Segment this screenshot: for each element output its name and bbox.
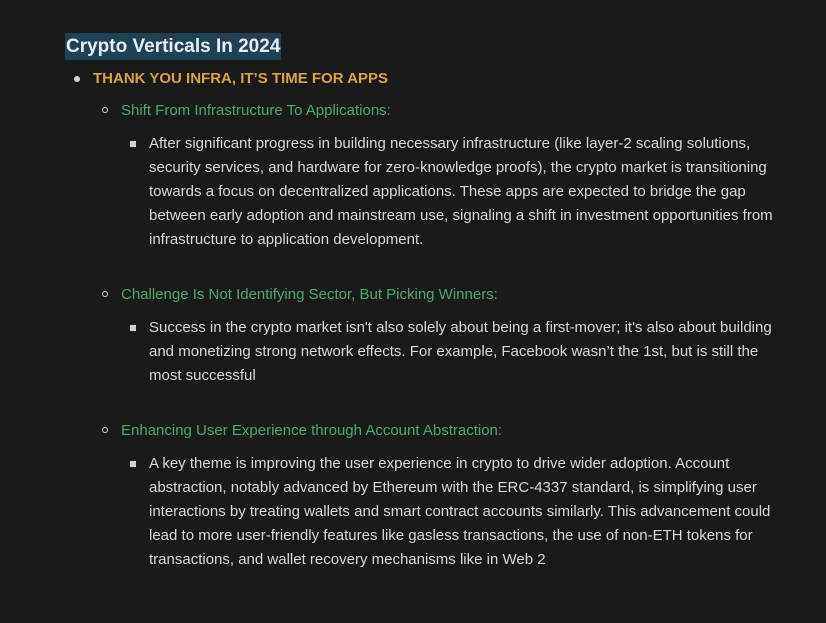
subsection-text-winners[interactable]: Success in the crypto market isn't also solely about being a first-mover; it's also about building and monetizing strong network effects. For example, Facebook wasn’t the 1st, but is still the most successful — [149, 319, 772, 384]
subsection-heading-winners[interactable]: Challenge Is Not Identifying Sector, But Picking Winners: — [121, 286, 498, 303]
bullet-square-icon — [130, 325, 136, 331]
bullet-disc-icon — [74, 76, 80, 82]
subsection-heading-account-abstraction[interactable]: Enhancing User Experience through Account Abstraction: — [121, 422, 503, 439]
bullet-square-icon — [130, 461, 136, 467]
document-title[interactable]: Crypto Verticals In 2024 — [65, 33, 281, 60]
subsection-heading-shift[interactable]: Shift From Infrastructure To Applications: — [121, 102, 391, 119]
bullet-circle-icon — [102, 427, 108, 433]
bullet-circle-icon — [102, 107, 108, 113]
subsection-text-account-abstraction[interactable]: A key theme is improving the user experience in crypto to drive wider adoption. Account abstraction, notably advanced by Ethereum with the ERC-4337 standard, is simplifying user interactions by treating wallets and smart contract accounts similarly. This advancement could lead to more user-friendly features like gasless transactions, the use of non-ETH tokens for transactions, and wallet recovery mechanisms like in Web 2 — [149, 455, 771, 568]
section-heading[interactable]: THANK YOU INFRA, IT’S TIME FOR APPS — [93, 70, 389, 87]
subsection-text-shift[interactable]: After significant progress in building necessary infrastructure (like layer-2 scaling solutions, security services, and hardware for zero-knowledge proofs), the crypto market is transitioning towards a focus on decentralized applications. These apps are expected to bridge the gap between early adoption and mainstream use, signaling a shift in investment opportunities from infrastructure to application development. — [149, 135, 773, 248]
bullet-square-icon — [130, 141, 136, 147]
bullet-circle-icon — [102, 291, 108, 297]
